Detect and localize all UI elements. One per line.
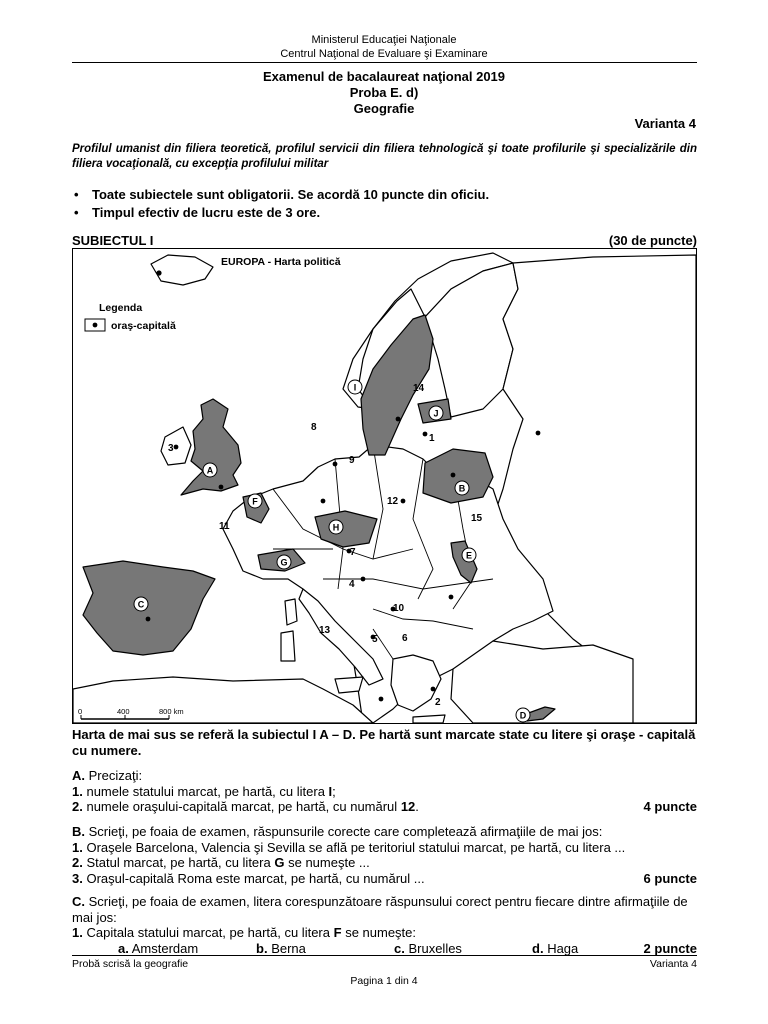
rule-item: • Timpul efectiv de lucru este de 3 ore. — [72, 204, 489, 222]
exam-proba: Proba E. d) — [349, 85, 419, 100]
part-a — [72, 768, 697, 815]
ministry-line-1: Ministerul Educaţiei Naţionale — [311, 34, 457, 46]
part-a-instruction: Precizaţi: — [88, 768, 143, 783]
crete-shape — [413, 715, 445, 723]
capital-dot — [431, 687, 436, 692]
punct: ; — [332, 783, 336, 799]
variant-label: Varianta 4 — [634, 116, 696, 131]
option-text: Amsterdam — [131, 940, 199, 956]
letter-marker-G: G — [280, 557, 288, 568]
part-a-q2-key: 12 — [400, 799, 416, 814]
corsica-shape — [285, 599, 297, 625]
letter-marker-B: B — [458, 483, 466, 494]
number-label: 12 — [387, 496, 399, 507]
number-label: 15 — [471, 513, 483, 524]
sardinia-shape — [281, 631, 295, 661]
part-a-points: 4 puncte — [643, 799, 697, 814]
number-label: 9 — [349, 455, 355, 466]
number-label: 5 — [372, 634, 378, 645]
part-b-q2-post: se numeşte ... — [288, 855, 370, 870]
option-b — [256, 941, 306, 957]
number-label: 11 — [219, 521, 230, 532]
rules-list — [72, 186, 489, 222]
section-header — [72, 233, 697, 248]
part-b-q2: Statul marcat, pe hartă, cu litera — [86, 855, 271, 870]
part-b — [72, 824, 697, 886]
belarus-shape — [423, 449, 493, 503]
letter-marker-F: F — [252, 496, 258, 507]
scale-label-800: 800 km — [159, 707, 184, 716]
option-letter: d. — [532, 940, 544, 956]
letter-marker-A: A — [206, 465, 214, 476]
part-c-q1: Capitala statului marcat, pe hartă, cu litera — [86, 925, 330, 940]
legend-dot-icon — [93, 323, 98, 328]
exam-title-block — [0, 69, 768, 117]
q-number: 3. — [72, 870, 83, 886]
capital-dot — [321, 499, 326, 504]
iceland-shape — [151, 255, 213, 285]
part-c-points: 2 puncte — [643, 940, 697, 956]
number-label: 10 — [393, 603, 405, 614]
option-letter: c. — [394, 940, 405, 956]
africa-shape — [73, 677, 373, 723]
capital-dot — [396, 417, 401, 422]
capital-dot — [536, 431, 541, 436]
page-number: Pagina 1 din 4 — [350, 975, 418, 987]
europe-map — [72, 248, 697, 724]
q-number: 1. — [72, 783, 83, 799]
sicily-shape — [335, 677, 363, 693]
capital-dot — [174, 445, 179, 450]
capital-dot — [451, 473, 456, 478]
ministry-line-2: Centrul Naţional de Evaluare şi Examinare — [280, 48, 488, 60]
number-label: 4 — [349, 579, 355, 590]
exam-title: Examenul de bacalaureat naţional 2019 — [262, 69, 506, 84]
letter-marker-H: H — [332, 522, 340, 533]
option-text: Haga — [547, 940, 579, 956]
part-c-q1-post: se numeşte: — [345, 925, 417, 940]
section-title: SUBIECTUL I — [72, 233, 154, 248]
spain-shape — [83, 561, 215, 655]
capital-dot — [156, 270, 161, 275]
part-c-label: C. — [72, 894, 85, 909]
map-title: EUROPA - Harta politică — [221, 256, 341, 268]
part-a-q1-key: I — [328, 783, 333, 799]
scale-label-0: 0 — [78, 707, 83, 716]
capital-dot — [333, 462, 338, 467]
greece-shape — [391, 655, 441, 711]
footer-left: Probă scrisă la geografie — [72, 958, 189, 970]
option-text: Bruxelles — [408, 940, 462, 956]
letter-marker-E: E — [465, 550, 473, 561]
letter-marker-D: D — [519, 710, 527, 721]
footer — [72, 958, 697, 970]
capital-dot — [423, 432, 428, 437]
capital-dot — [146, 617, 151, 622]
rule-item: • Toate subiectele sunt obligatorii. Se acordă 10 puncte din oficiu. — [72, 186, 489, 204]
q-number: 2. — [72, 799, 83, 814]
part-b-points: 6 puncte — [643, 870, 697, 886]
footer-rule — [72, 955, 697, 956]
part-b-label: B. — [72, 824, 85, 839]
number-label: 8 — [311, 422, 317, 433]
punct: . — [415, 799, 419, 814]
number-label: 13 — [319, 625, 331, 636]
header-rule — [72, 62, 697, 63]
part-b-q2-key: G — [274, 855, 285, 870]
number-label: 3 — [168, 443, 174, 454]
letter-marker-I: I — [353, 382, 357, 393]
option-text: Berna — [271, 940, 306, 956]
footer-right: Varianta 4 — [649, 958, 697, 970]
profile-text: Profilul umanist din filiera teoretică, profilul servicii din filiera tehnologică şi toate profilurile şi specializările din filiera vocaţională, cu excepţia profilului militar — [72, 143, 697, 170]
scale-label-400: 400 — [117, 707, 130, 716]
number-label: 1 — [429, 433, 435, 444]
capital-dot — [401, 499, 406, 504]
q-number: 1. — [72, 925, 83, 940]
part-a-q1: numele statului marcat, pe hartă, cu litera — [86, 783, 325, 799]
part-b-q3: Oraşul-capitală Roma este marcat, pe hartă, cu numărul ... — [86, 870, 425, 886]
option-d — [532, 941, 578, 957]
number-label: 6 — [402, 633, 408, 644]
q-number: 2. — [72, 855, 83, 870]
number-label: 14 — [413, 383, 425, 394]
part-c — [72, 894, 697, 957]
exam-subject: Geografie — [353, 101, 415, 116]
map-intro: Harta de mai sus se referă la subiectul I A – D. Pe hartă sunt marcate state cu litere şi oraşe - capitală cu numere. — [72, 727, 696, 758]
capital-dot — [361, 577, 366, 582]
part-b-instruction: Scrieţi, pe foaia de examen, răspunsurile corecte care completează afirmaţiile de mai jos: — [88, 824, 603, 839]
capital-dot — [449, 595, 454, 600]
part-c-q1-key: F — [333, 925, 342, 940]
option-letter: a. — [118, 940, 129, 956]
legend-label: oraş-capitală — [111, 320, 176, 332]
option-c — [394, 941, 462, 957]
q-number: 1. — [72, 839, 83, 855]
letter-marker-J: J — [433, 408, 439, 419]
number-label: 2 — [435, 697, 441, 708]
legend-title: Legenda — [99, 302, 143, 314]
capital-dot — [219, 485, 224, 490]
option-a — [118, 941, 198, 957]
ministry-header — [0, 33, 768, 61]
number-label: 7 — [350, 547, 356, 558]
part-b-q1: Oraşele Barcelona, Valencia şi Sevilla se află pe teritoriul statului marcat, pe hartă, cu litera ... — [86, 839, 626, 855]
section-points: (30 de puncte) — [608, 233, 697, 248]
part-c-instruction: Scrieţi, pe foaia de examen, litera corespunzătoare răspunsului corect pentru fiecare dintre afirmaţiile de mai jos: — [72, 894, 688, 925]
letter-marker-C: C — [137, 599, 145, 610]
part-a-label: A. — [72, 768, 85, 783]
map-svg — [73, 249, 696, 723]
capital-dot — [379, 697, 384, 702]
option-letter: b. — [256, 940, 268, 956]
part-a-q2: numele oraşului-capitală marcat, pe hartă, cu numărul — [86, 799, 398, 814]
